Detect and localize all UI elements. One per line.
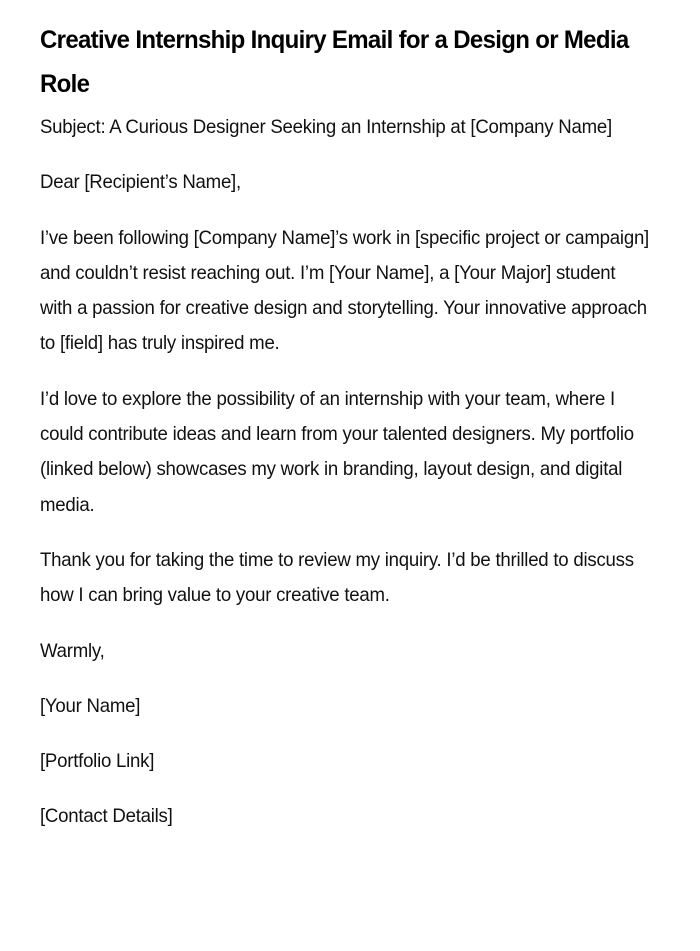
- document-title: Creative Internship Inquiry Email for a Design or Media Role: [40, 26, 629, 98]
- email-body-paragraph-thanks: Thank you for taking the time to review my inquiry. I’d be thrilled to discuss how I can bring value to your creative team.: [40, 548, 634, 607]
- signature-contact-details: [Contact Details]: [40, 805, 173, 828]
- signature-portfolio-link: [Portfolio Link]: [40, 750, 155, 773]
- email-body-paragraph-request: I’d love to explore the possibility of an internship with your team, where I could contribute ideas and learn from your talented designers. My portfolio (linked below) showcases my work in branding, layout design, and digital media.: [40, 387, 634, 516]
- signature-name: [Your Name]: [40, 694, 141, 717]
- email-closing: Warmly,: [40, 639, 105, 662]
- email-subject-line: Subject: A Curious Designer Seeking an Internship at [Company Name]: [40, 116, 612, 138]
- email-greeting: Dear [Recipient’s Name],: [40, 171, 241, 194]
- email-body-paragraph-intro: I’ve been following [Company Name]’s work in [specific project or campaign] and couldn’t resist reaching out. I’m [Your Name], a [Your Major] student with a passion for creative design and storytelling. Your innovative approach to [field] has truly inspired me.: [40, 226, 650, 355]
- email-template-document: [40, 18, 650, 855]
